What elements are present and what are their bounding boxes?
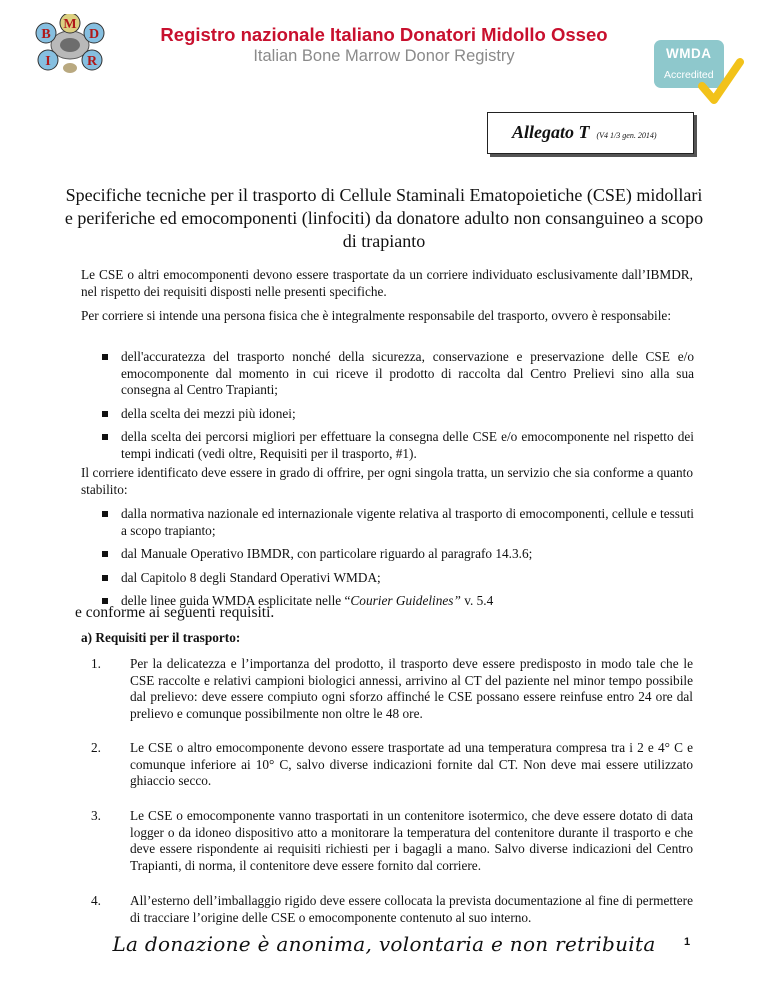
service-rules-list — [102, 506, 694, 617]
responsibilities-list — [102, 349, 694, 469]
service-intro: Il corriere identificato deve essere in grado di offrire, per ogni singola tratta, un servizio che sia conforme a quanto stabilito: — [81, 465, 693, 497]
document-title: Specifiche tecniche per il trasporto di Cellule Staminali Ematopoietiche (CSE) midollari e periferiche ed emocomponenti (linfociti) da donatore adulto non consanguineo a scopo di trapianto — [64, 185, 704, 251]
allegato-box — [487, 112, 694, 154]
requirement-number: 4. — [91, 893, 101, 908]
wmda-badge-name: WMDA — [666, 46, 712, 61]
logo-letter-b: B — [41, 27, 51, 42]
allegato-version: (V4 1/3 gen. 2014) — [596, 131, 657, 140]
requirement-number: 3. — [91, 808, 101, 823]
registry-subtitle: Italian Bone Marrow Donor Registry — [253, 47, 515, 65]
requirement-text: Le CSE o emocomponente vanno trasportati in un contenitore isotermico, che deve essere dotato di data logger o da idoneo dispositivo atto a monitorare la temperatura del contenitore durante il trasporto e che deve essere rispondente ai requisiti richiesti per i bagagli a mano. Salvo diverse indicazioni del Centro Trapianti, di norma, il contenitore deve essere fornito dal corriere. — [130, 808, 693, 873]
logo-letter-m: M — [63, 17, 77, 32]
list-item: dal Manuale Operativo IBMDR, con particolare riguardo al paragrafo 14.3.6; — [102, 546, 694, 563]
requirement-text: Le CSE o altro emocomponente devono essere trasportate ad una temperatura compresa tra i 2 e 4° C e comunque inferiore ai 10° C, salvo diverse indicazioni fornite dal CT. Non deve mai essere utilizzato ghiaccio secco. — [130, 740, 693, 788]
page-number: 1 — [684, 936, 691, 948]
wmda-badge-status: Accredited — [664, 69, 714, 81]
list-item: della scelta dei mezzi più idonei; — [102, 406, 694, 423]
logo-letter-r: R — [86, 54, 98, 69]
wmda-accredited-badge — [652, 40, 744, 112]
requirement-text: All’esterno dell’imballaggio rigido deve essere collocata la prevista documentazione al fine di permettere di tracciare l’origine delle CSE o emocomponente contenuto al suo interno. — [130, 893, 693, 925]
list-item: dell'accuratezza del trasporto nonché della sicurezza, conservazione e preservazione delle CSE e/o emocomponente dal momento in cui riceve il prodotto di raccolta dal Centro Prelievi sino alla sua consegna al Centro Trapianti; — [102, 349, 694, 399]
intro-paragraph-2: Per corriere si intende una persona fisica che è integralmente responsabile del trasporto, ovvero è responsabile: — [81, 308, 672, 323]
list-item: dalla normativa nazionale ed internazionale vigente relativa al trasporto di emocomponenti, cellule e tessuti a scopo trapianto; — [102, 506, 694, 539]
logo-letter-i: I — [45, 54, 51, 69]
logo-letter-d: D — [88, 27, 100, 42]
intro-paragraph-1: Le CSE o altri emocomponenti devono essere trasportate da un corriere individuato esclusivamente dall’IBMDR, nel rispetto dei requisiti disposti nelle presenti specifiche. — [81, 267, 693, 299]
list-item: dal Capitolo 8 degli Standard Operativi WMDA; — [102, 570, 694, 587]
footer-motto: La donazione è anonima, volontaria e non retribuita — [112, 932, 656, 956]
list-item: della scelta dei percorsi migliori per effettuare la consegna delle CSE e/o emocomponente nel rispetto dei tempi indicati (vedi oltre, Requisiti per il trasporto, #1). — [102, 429, 694, 462]
courier-guidelines-title: Courier Guidelines” — [350, 593, 461, 608]
requirement-number: 1. — [91, 656, 101, 671]
registry-title: Registro nazionale Italiano Donatori Midollo Osseo — [160, 24, 608, 45]
rule-suffix: v. 5.4 — [460, 593, 494, 608]
conforme-line: e conforme ai seguenti requisiti. — [75, 604, 275, 621]
allegato-title: Allegato T — [512, 122, 590, 142]
requirement-number: 2. — [91, 740, 101, 755]
rule-prefix: delle linee guida WMDA esplicitate nelle “ — [121, 593, 351, 608]
requirements-heading: a) Requisiti per il trasporto: — [81, 630, 241, 645]
requirement-text: Per la delicatezza e l’importanza del prodotto, il trasporto deve essere predisposto in modo tale che le CSE raccolte e relativi campioni biologici annessi, arrivino al CT del paziente nel minor tempo possibile dal prelievo: deve essere compiuto ogni sforzo affinché le CSE possano essere reinfuse entro 24 ore dal prelievo e comunque possibilmente non oltre le 48 ore. — [130, 656, 693, 721]
